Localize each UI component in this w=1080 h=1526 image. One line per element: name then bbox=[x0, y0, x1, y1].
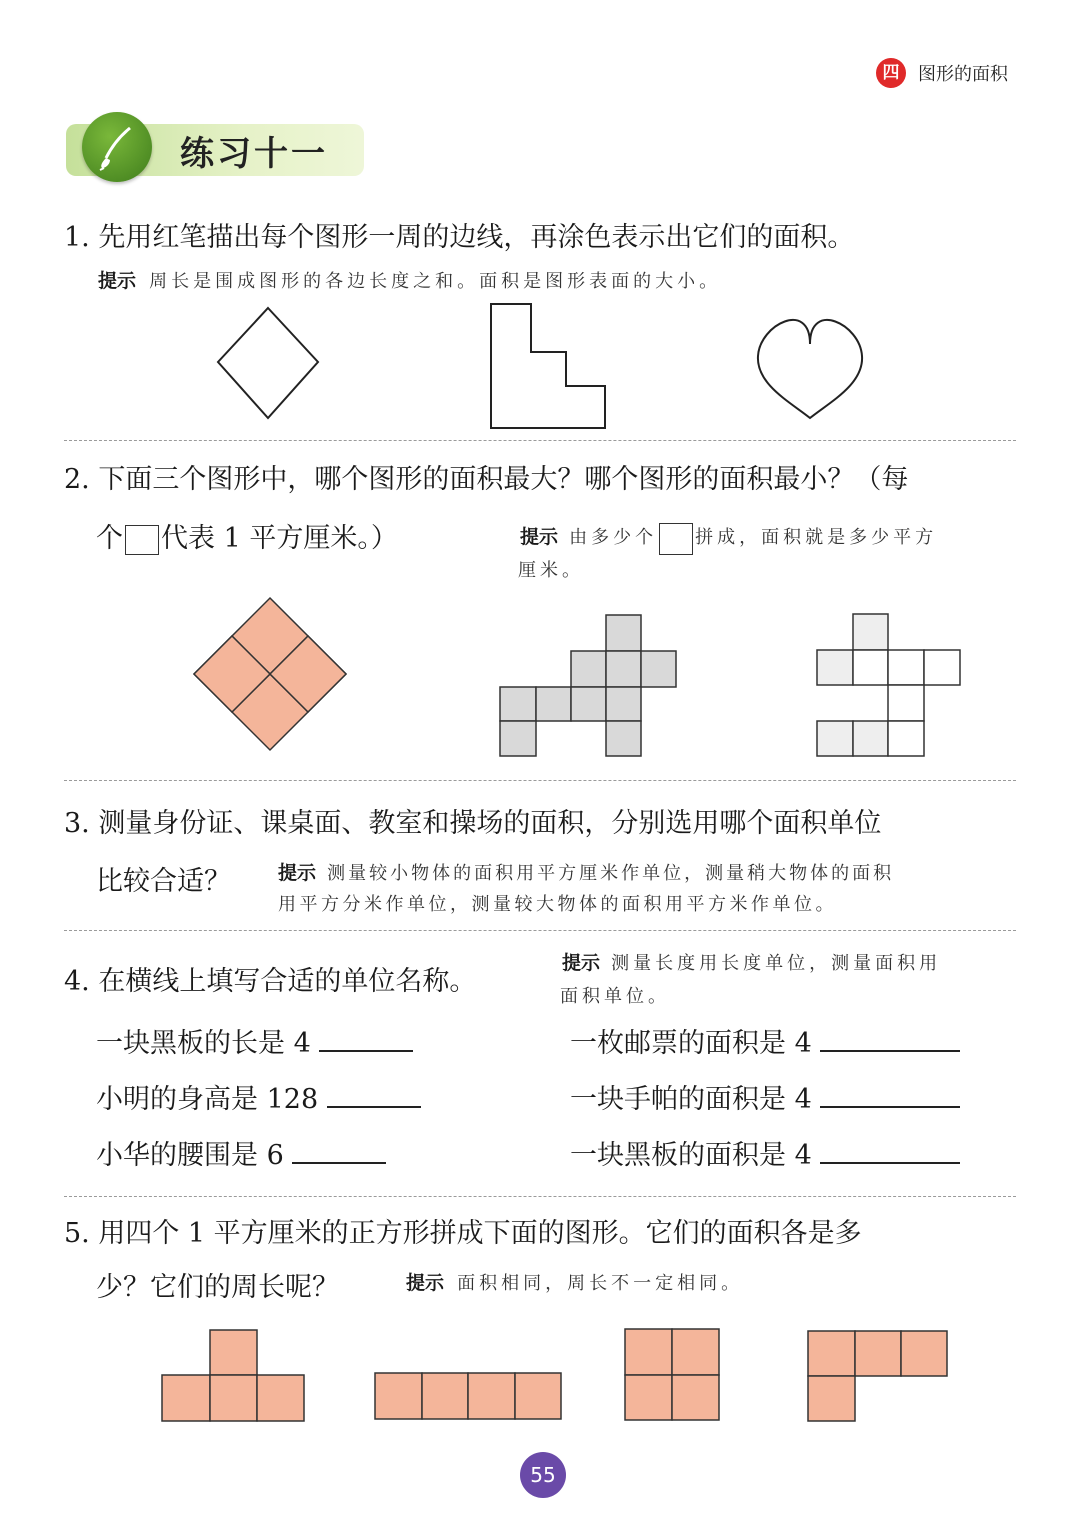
line-shape-tiles bbox=[375, 1373, 561, 1419]
l-shape-tiles bbox=[808, 1331, 947, 1421]
q5-hint: 面积相同，周长不一定相同。 bbox=[457, 1273, 744, 1294]
q4-right-item: 一块手帕的面积是 4 bbox=[570, 1084, 812, 1115]
q3-hint-line1: 测量较小物体的面积用平方厘米作单位，测量稍大物体的面积 bbox=[327, 863, 895, 884]
q5-hint-label: 提示 bbox=[406, 1272, 445, 1294]
q3-line1: 3. 测量身份证、课桌面、教室和操场的面积，分别选用哪个面积单位 bbox=[64, 808, 882, 839]
q4-text: 4. 在横线上填写合适的单位名称。 bbox=[64, 966, 477, 997]
q2-hint-label: 提示 bbox=[520, 526, 559, 548]
page-number: 55 bbox=[520, 1452, 566, 1498]
q1-hint-label: 提示 bbox=[98, 270, 137, 292]
q4-right-item: 一块黑板的面积是 4 bbox=[570, 1140, 812, 1171]
q4-right-item: 一枚邮票的面积是 4 bbox=[570, 1028, 812, 1059]
exercise-title: 练习十一 bbox=[180, 134, 328, 174]
q2-line2-b: 代表 1 平方厘米。） bbox=[161, 523, 398, 554]
q1-hint: 周长是围成图形的各边长度之和。面积是图形表面的大小。 bbox=[149, 271, 722, 292]
q2-hint-b: 拼成，面积就是多少平方 bbox=[695, 527, 938, 548]
q4-hint-line1: 测量长度用长度单位，测量面积用 bbox=[611, 953, 942, 974]
chapter-number-badge: 四 bbox=[876, 58, 906, 88]
q3-line2: 比较合适？ bbox=[96, 866, 231, 897]
t-shape-tiles bbox=[162, 1330, 304, 1421]
q4-hint-label: 提示 bbox=[562, 952, 601, 974]
q5-line1: 5. 用四个 1 平方厘米的正方形拼成下面的图形。它们的面积各是多 bbox=[64, 1218, 862, 1249]
q2-line1: 2. 下面三个图形中，哪个图形的面积最大？哪个图形的面积最小？（每 bbox=[64, 464, 909, 495]
q3-hint-line2: 用平方分米作单位，测量较大物体的面积用平方米作单位。 bbox=[278, 894, 837, 915]
chapter-title: 图形的面积 bbox=[918, 64, 1008, 85]
q2-hint-c: 厘米。 bbox=[518, 560, 584, 581]
q2-line2-a: 个 bbox=[96, 523, 123, 554]
q3-hint-label: 提示 bbox=[278, 862, 317, 884]
q2-hint-a: 由多少个 bbox=[569, 527, 658, 548]
q4-left-item: 小明的身高是 128 bbox=[96, 1084, 319, 1115]
q4-hint-line2: 面积单位。 bbox=[560, 986, 670, 1007]
q4-left-item: 小华的腰围是 6 bbox=[96, 1140, 284, 1171]
square-shape-tiles bbox=[625, 1329, 719, 1420]
q5-line2: 少？它们的周长呢？ bbox=[96, 1272, 339, 1303]
q4-left-item: 一块黑板的长是 4 bbox=[96, 1028, 311, 1059]
q1-text: 1. 先用红笔描出每个图形一周的边线，再涂色表示出它们的面积。 bbox=[64, 222, 855, 253]
